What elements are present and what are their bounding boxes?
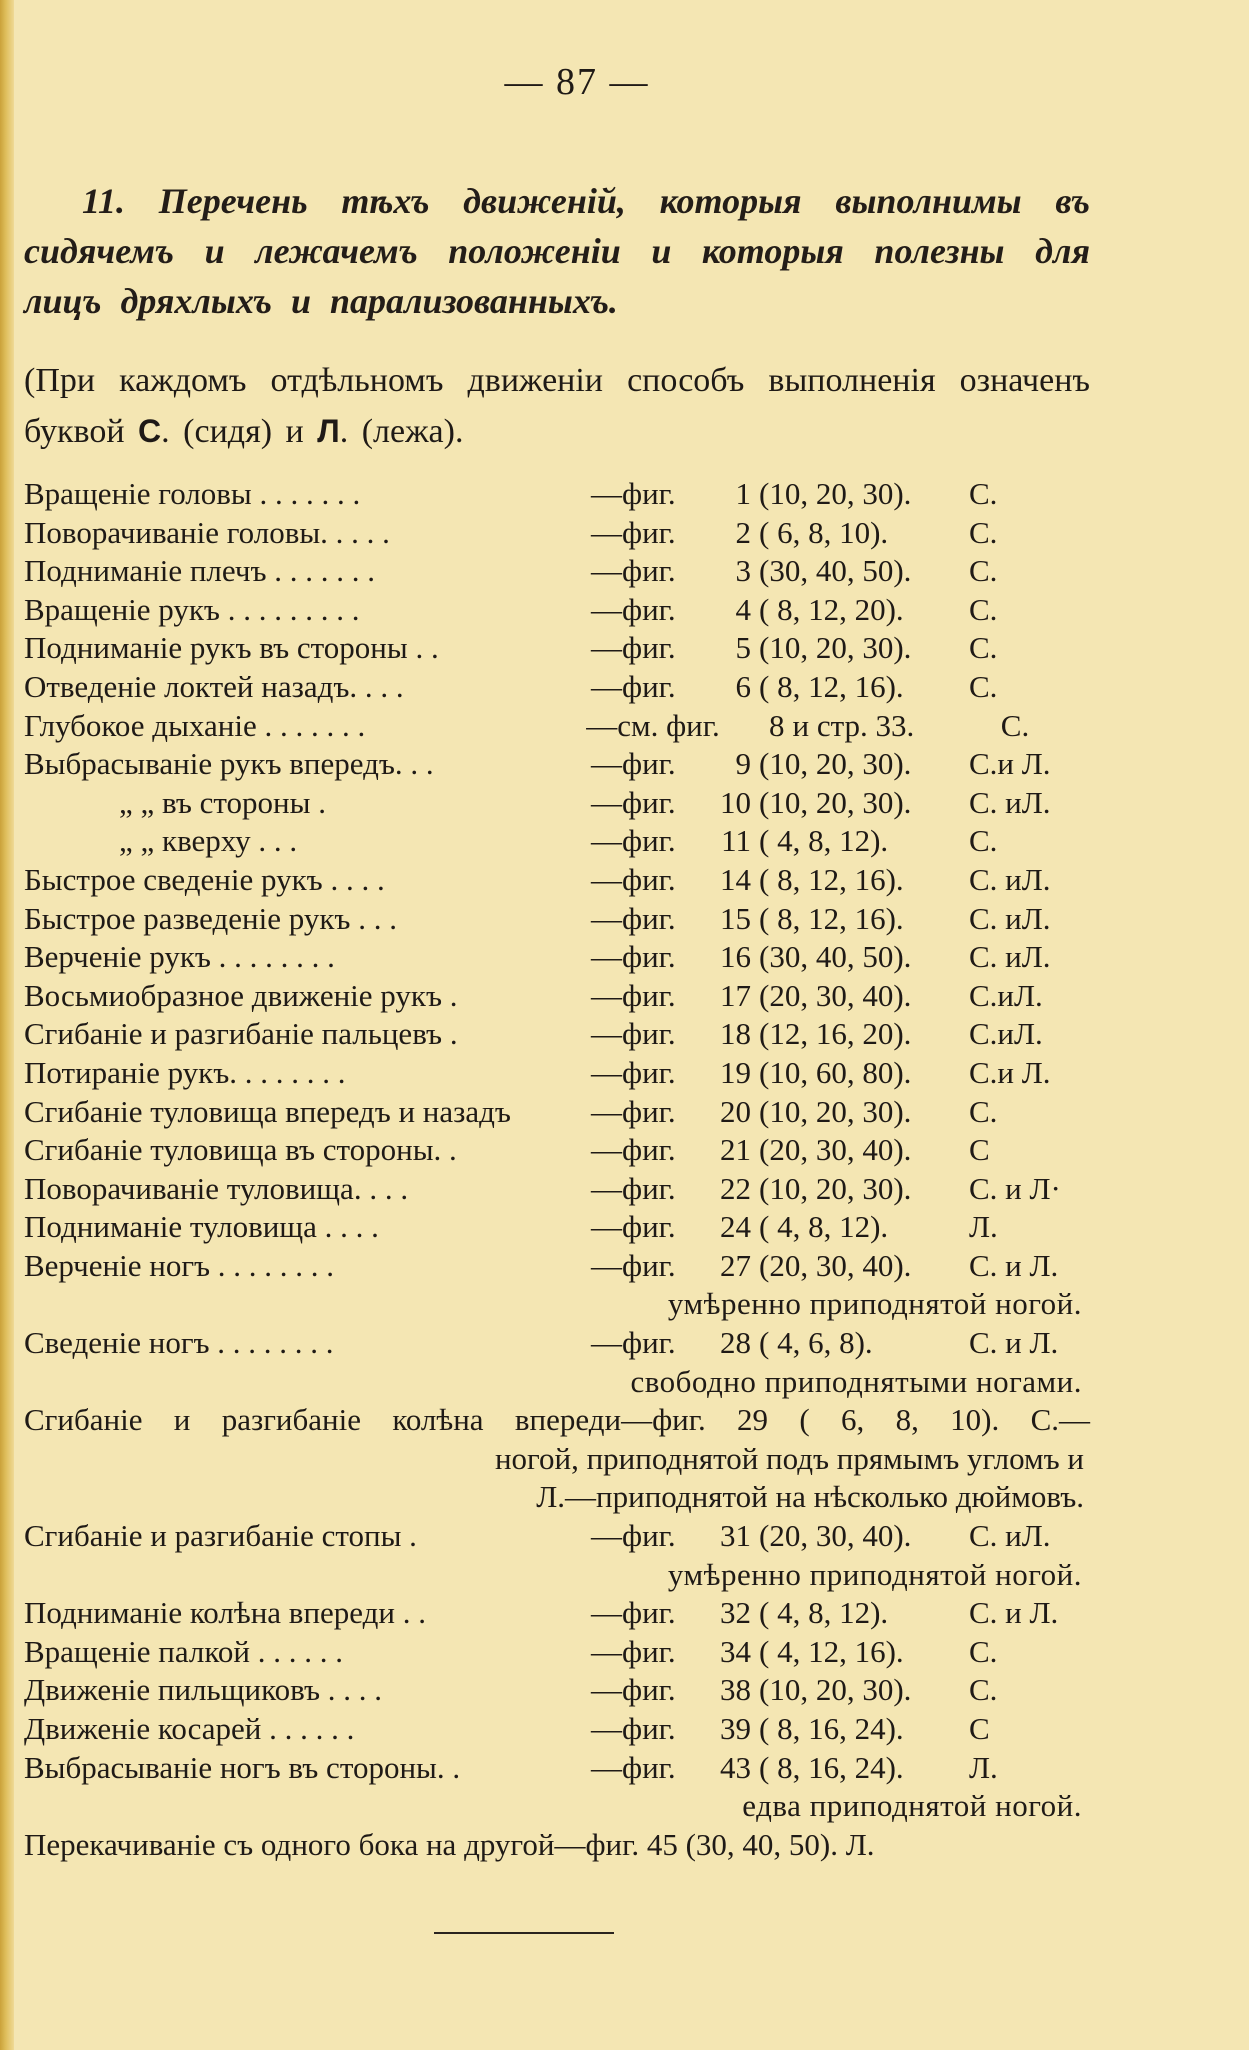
entry-position-mode: С. иЛ. xyxy=(969,784,1051,820)
page-number: — 87 — xyxy=(504,61,650,103)
entry-repetitions: ( 6, 8, 10). xyxy=(759,514,889,550)
entry-row xyxy=(24,1594,1090,1633)
entry-figure-number: 5 xyxy=(735,630,751,666)
entry-figure-ref: —фиг. xyxy=(591,1749,676,1785)
entry-figure-number: 20 xyxy=(720,1093,751,1129)
entry-position-mode: С. xyxy=(969,823,998,859)
entry-position-mode: С. xyxy=(969,476,998,511)
entry-continuation: едва приподнятой ногой. xyxy=(742,1788,1082,1824)
entry-continuation: умѣренно приподнятой ногой. xyxy=(667,1556,1082,1592)
entry-row xyxy=(24,938,1090,977)
entry-name: Быстрое разведеніе рукъ . . . xyxy=(24,900,397,936)
entry-figure-number: 9 xyxy=(735,746,751,782)
entry-name: „ „ въ стороны . xyxy=(119,784,326,820)
entry-figure-number: 31 xyxy=(720,1518,751,1554)
entry-name: Сведеніе ногъ . . . . . . . . xyxy=(24,1325,334,1361)
entry-figure-ref: —фиг. xyxy=(591,1054,676,1090)
section-note xyxy=(24,356,1090,457)
note-text-after: . (лежа). xyxy=(339,413,464,450)
entry-figure-ref: —фиг. xyxy=(591,514,676,550)
entry-figure-number: 43 xyxy=(720,1749,751,1785)
entry-repetitions: (10, 20, 30). xyxy=(759,746,912,782)
entry-full-line: ногой, приподнятой подъ прямымъ угломъ и xyxy=(494,1440,1084,1476)
entry-row xyxy=(24,668,1090,707)
entry-figure-ref: —фиг. xyxy=(591,591,676,627)
entry-figure-ref: —фиг. xyxy=(591,746,676,782)
entry-name: Верченіе рукъ . . . . . . . . xyxy=(24,939,335,975)
entry-row xyxy=(24,1170,1090,1209)
closing-rule xyxy=(434,1932,614,1934)
entry-row xyxy=(24,1054,1090,1093)
entry-row xyxy=(24,629,1090,668)
entry-continuation: свободно приподнятыми ногами. xyxy=(630,1363,1082,1399)
entry-continuation: умѣренно приподнятой ногой. xyxy=(667,1286,1082,1322)
entry-figure-ref: —фиг. xyxy=(591,630,676,666)
entry-repetitions: ( 4, 6, 8). xyxy=(759,1325,873,1361)
entry-position-mode: С.иЛ. xyxy=(969,1016,1043,1052)
entry-figure-number: 14 xyxy=(720,861,751,897)
entry-row xyxy=(24,1671,1090,1710)
entry-figure-ref: —фиг. xyxy=(591,1170,676,1206)
entry-figure-ref: —фиг. xyxy=(591,1672,676,1708)
entry-row xyxy=(24,591,1090,630)
entry-repetitions: (10, 20, 30). xyxy=(759,476,912,511)
entry-name: Верченіе ногъ . . . . . . . . xyxy=(24,1247,335,1283)
entry-repetitions: (10, 20, 30). xyxy=(759,630,912,666)
entry-figure-ref: —фиг. xyxy=(591,1518,676,1554)
entry-figure-number: 17 xyxy=(720,977,751,1013)
entry-figure-number: 2 xyxy=(735,514,751,550)
entry-figure-ref: —фиг. xyxy=(591,1595,676,1631)
entry-name: Подниманіе плечъ . . . . . . . xyxy=(24,553,375,589)
entry-repetitions: ( 4, 8, 12). xyxy=(759,823,889,859)
entry-row xyxy=(24,1247,1090,1286)
entry-position-mode: С. иЛ. xyxy=(969,861,1051,897)
entry-name: Выбрасываніе ногъ въ стороны. . xyxy=(24,1749,461,1785)
entry-figure-ref: —фиг. xyxy=(591,977,676,1013)
entry-figure-ref: —фиг. xyxy=(591,784,676,820)
entry-position-mode: С. xyxy=(969,514,998,550)
note-text-middle: . (сидя) и xyxy=(161,413,318,450)
page xyxy=(24,60,1090,1934)
entry-figure-number: 38 xyxy=(720,1672,751,1708)
entry-figure-number: 28 xyxy=(720,1325,751,1361)
entry-repetitions: (10, 20, 30). xyxy=(759,1672,912,1708)
entry-row xyxy=(24,1131,1090,1170)
entry-repetitions: (30, 40, 50). xyxy=(759,553,912,589)
entry-position-mode: С. xyxy=(969,553,998,589)
entry-figure-number: 19 xyxy=(720,1054,751,1090)
entry-figure-ref: —фиг. xyxy=(591,1093,676,1129)
entry-figure-ref: —фиг. xyxy=(591,1711,676,1746)
exercise-list xyxy=(24,475,1090,1864)
entry-row xyxy=(24,900,1090,939)
entry-name: Глубокое дыханіе . . . . . . . xyxy=(24,707,366,743)
entry-position-mode: С. иЛ. xyxy=(969,900,1051,936)
entry-name: Отведеніе локтей назадъ. . . . xyxy=(24,668,404,704)
entry-name: Сгибаніе и разгибаніе стопы . xyxy=(24,1518,417,1554)
entry-row xyxy=(24,1633,1090,1672)
entry-row xyxy=(24,1710,1090,1749)
entry-repetitions: (10, 60, 80). xyxy=(759,1054,912,1090)
entry-repetitions: (20, 30, 40). xyxy=(759,977,912,1013)
entry-position-mode: С. xyxy=(969,1633,998,1669)
entry-figure-number: 15 xyxy=(720,900,751,936)
entry-name: Движеніе пильщиковъ . . . . xyxy=(24,1672,382,1708)
entry-position-mode: С. xyxy=(969,1093,998,1129)
entry-name: Движеніе косарей . . . . . . xyxy=(24,1711,355,1746)
entry-repetitions: (20, 30, 40). xyxy=(759,1518,912,1554)
entry-repetitions: ( 4, 12, 16). xyxy=(759,1633,904,1669)
entry-position-mode: С xyxy=(969,1132,990,1168)
entry-position-mode: С. иЛ. xyxy=(969,1518,1051,1554)
entry-name: Вращеніе рукъ . . . . . . . . . xyxy=(24,591,360,627)
entry-row xyxy=(24,977,1090,1016)
entry-position-mode: С. xyxy=(969,1672,998,1708)
entry-figure-number: 32 xyxy=(720,1595,751,1631)
entry-position-mode: С xyxy=(969,1711,990,1746)
entry-repetitions: (20, 30, 40). xyxy=(759,1132,912,1168)
entry-name: Восьмиобразное движеніе рукъ . xyxy=(24,977,458,1013)
entry-position-mode: С. xyxy=(969,668,998,704)
entry-figure-ref: —фиг. xyxy=(591,668,676,704)
entry-name: Быстрое сведеніе рукъ . . . . xyxy=(24,861,385,897)
entry-row xyxy=(24,1208,1090,1247)
entry-name: Подниманіе колѣна впереди . . xyxy=(24,1595,427,1631)
entry-row xyxy=(24,784,1090,823)
entry-figure-ref: —фиг. xyxy=(591,939,676,975)
entry-position-mode: С. и Л. xyxy=(969,1247,1059,1283)
entry-repetitions: и стр. 33. xyxy=(792,707,915,743)
entry-position-mode: С.и Л. xyxy=(969,1054,1051,1090)
entry-figure-ref: —фиг. xyxy=(591,476,676,511)
entry-figure-number: 39 xyxy=(720,1711,751,1746)
entry-figure-number: 4 xyxy=(735,591,751,627)
entry-repetitions: (20, 30, 40). xyxy=(759,1247,912,1283)
entry-figure-number: 18 xyxy=(720,1016,751,1052)
entry-position-mode: Л. xyxy=(969,1749,998,1785)
entry-figure-ref: —фиг. xyxy=(591,1209,676,1245)
entry-name: Выбрасываніе рукъ впередъ. . . xyxy=(24,746,434,782)
note-letter-s: С xyxy=(138,413,162,449)
entry-position-mode: С. xyxy=(969,630,998,666)
entry-name: „ „ кверху . . . xyxy=(119,823,298,859)
entry-row xyxy=(24,822,1090,861)
entry-repetitions: (10, 20, 30). xyxy=(759,1093,912,1129)
entry-figure-number: 22 xyxy=(720,1170,751,1206)
entry-repetitions: (12, 16, 20). xyxy=(759,1016,912,1052)
entry-repetitions: ( 8, 16, 24). xyxy=(759,1711,904,1746)
note-text-before: (При каждомъ отдѣльномъ движеніи способъ выполненія означенъ буквой xyxy=(24,362,1090,450)
entry-position-mode: С. и Л. xyxy=(969,1595,1059,1631)
entry-full-line: Перекачиваніе съ одного бока на другой—фиг. 45 (30, 40, 50). Л. xyxy=(24,1826,875,1862)
entry-figure-ref: —фиг. xyxy=(591,1633,676,1669)
entry-name: Подниманіе туловища . . . . xyxy=(24,1209,379,1245)
note-letter-l: Л xyxy=(317,413,340,449)
entry-row xyxy=(24,552,1090,591)
entry-row xyxy=(24,514,1090,553)
entry-full-line: Сгибаніе и разгибаніе колѣна впереди—фиг. 29 ( 6, 8, 10). С.— xyxy=(24,1402,1090,1438)
book-spine-edge xyxy=(0,0,14,2050)
entry-repetitions: (10, 20, 30). xyxy=(759,1170,912,1206)
entry-row xyxy=(24,1749,1090,1788)
entry-figure-number: 24 xyxy=(720,1209,751,1245)
entry-figure-ref: —фиг. xyxy=(591,1016,676,1052)
entry-position-mode: С. иЛ. xyxy=(969,939,1051,975)
entry-row xyxy=(24,1015,1090,1054)
entry-figure-ref: —фиг. xyxy=(591,1132,676,1168)
entry-name: Сгибаніе туловища впередъ и назадъ xyxy=(24,1093,511,1129)
entry-row xyxy=(24,861,1090,900)
entry-figure-number: 10 xyxy=(720,784,751,820)
entry-name: Сгибаніе и разгибаніе пальцевъ . xyxy=(24,1016,458,1052)
entry-position-mode: С. xyxy=(969,591,998,627)
entry-name: Вращеніе палкой . . . . . . xyxy=(24,1633,343,1669)
entry-position-mode: Л. xyxy=(969,1209,998,1245)
entry-figure-ref: —фиг. xyxy=(591,861,676,897)
entry-figure-ref: —фиг. xyxy=(591,900,676,936)
entry-position-mode: С. и Л· xyxy=(969,1170,1061,1206)
entry-figure-ref: —фиг. xyxy=(591,823,676,859)
entry-name: Вращеніе головы . . . . . . . xyxy=(24,476,361,511)
entry-figure-number: 21 xyxy=(720,1132,751,1168)
entry-figure-ref: —см. фиг. xyxy=(586,707,720,743)
entry-position-mode: С. xyxy=(1000,707,1030,743)
entry-figure-number: 11 xyxy=(721,823,751,859)
entry-repetitions: ( 8, 12, 16). xyxy=(759,861,904,897)
entry-figure-number: 6 xyxy=(735,668,751,704)
entry-name: Потираніе рукъ. . . . . . . . xyxy=(24,1054,346,1090)
entry-name: Поворачиваніе туловища. . . . xyxy=(24,1170,409,1206)
entry-repetitions: ( 4, 8, 12). xyxy=(759,1209,889,1245)
entry-position-mode: С.и Л. xyxy=(969,746,1051,782)
entry-figure-ref: —фиг. xyxy=(591,1325,676,1361)
entry-repetitions: (10, 20, 30). xyxy=(759,784,912,820)
entry-figure-number: 8 xyxy=(769,707,785,743)
section-title: 11. Перечень тѣхъ движеній, которыя выполнимы въ сидячемъ и лежачемъ положеніи и которыя полезны для лицъ дряхлыхъ и парализованныхъ. xyxy=(24,181,1090,321)
entry-name: Подниманіе рукъ въ стороны . . xyxy=(24,630,439,666)
entry-row xyxy=(24,1517,1090,1556)
entry-row xyxy=(24,707,1090,746)
entry-repetitions: (30, 40, 50). xyxy=(759,939,912,975)
entry-repetitions: ( 8, 16, 24). xyxy=(759,1749,904,1785)
entry-figure-ref: —фиг. xyxy=(591,553,676,589)
entry-figure-number: 1 xyxy=(735,476,751,511)
entry-row xyxy=(24,1093,1090,1132)
entry-name: Сгибаніе туловища въ стороны. . xyxy=(24,1132,457,1168)
entry-figure-number: 3 xyxy=(735,553,751,589)
entry-row xyxy=(24,475,1090,514)
entry-figure-number: 16 xyxy=(720,939,751,975)
entry-row xyxy=(24,745,1090,784)
entry-full-line: Л.—приподнятой на нѣсколько дюймовъ. xyxy=(536,1479,1084,1515)
entry-figure-ref: —фиг. xyxy=(591,1247,676,1283)
entry-repetitions: ( 4, 8, 12). xyxy=(759,1595,889,1631)
entry-position-mode: С. и Л. xyxy=(969,1325,1059,1361)
entry-name: Поворачиваніе головы. . . . . xyxy=(24,514,390,550)
entry-position-mode: С.иЛ. xyxy=(969,977,1043,1013)
entry-repetitions: ( 8, 12, 16). xyxy=(759,900,904,936)
entry-repetitions: ( 8, 12, 16). xyxy=(759,668,904,704)
entry-repetitions: ( 8, 12, 20). xyxy=(759,591,904,627)
entry-figure-number: 27 xyxy=(720,1247,751,1283)
entry-row xyxy=(24,1324,1090,1363)
entry-figure-number: 34 xyxy=(720,1633,751,1669)
